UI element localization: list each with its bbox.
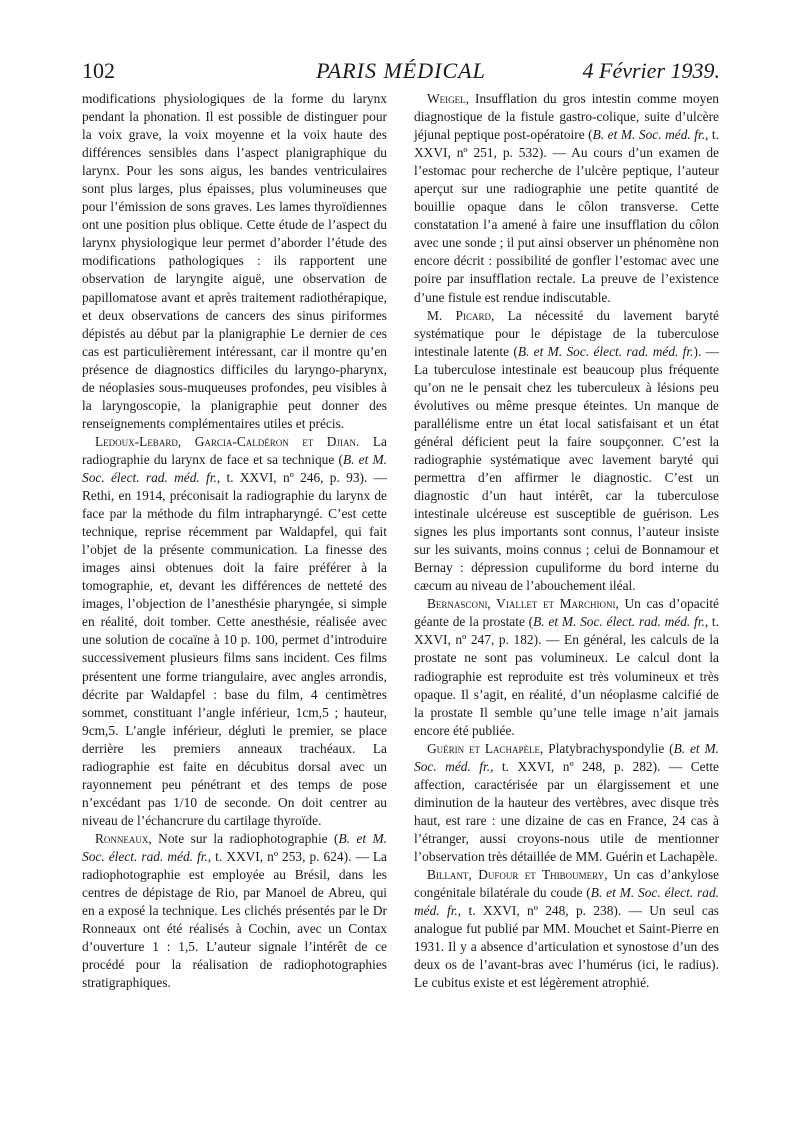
- issue-date: 4 Février 1939.: [582, 58, 720, 83]
- abstract-title: La radiographie du larynx de face et sa technique (: [82, 433, 387, 467]
- abstract-authors: M. Picard,: [427, 307, 495, 323]
- abstract-title: Un cas d’ankylose congénitale bilatérale du coude (: [414, 867, 719, 901]
- abstract-authors: Ronneaux,: [95, 830, 152, 846]
- abstract-authors: Bernasconi, Viallet et Marchioni,: [427, 596, 619, 612]
- left-column: [82, 90, 387, 992]
- abstract-platybrachyspondylia: [414, 740, 719, 866]
- abstract-authors: Billant, Dufour et Thiboumery,: [427, 867, 608, 883]
- abstract-prostate-opacity: [414, 595, 719, 739]
- abstract-title: Insufflation du gros intestin comme moyen diagnostique de la fistule gastro-colique, suite d’ulcère jéjunal peptique post-opératoire (: [414, 91, 719, 143]
- abstract-body: ). — La tuberculose intestinale est beaucoup plus fréquente qu’on ne le pensait chez les tuberculeux à lésions peu évolutives ou même presque éteintes. Un manque de parallélisme entre un état local satisfaisant et un état général déficient peut la faire soupçonner. C’est la radiographie systématique avec lavement baryté qui permettra d’en affirmer le diagnostic. C’est un diagnostic d’un haut intérêt, car la tuberculose intestinale ulcéreuse est susceptible de guérison. Les signes les plus importants sont connus, l’auteur insiste sur les suivants, moins connus ; celui de Bonnamour et Bernay : dépression cupuliforme du bord interne du cæcum au niveau de l’abouchement iléal.: [414, 343, 720, 594]
- right-column: [414, 90, 719, 992]
- abstract-reference: B. et M. Soc. élect. rad. méd. fr.: [517, 343, 694, 359]
- abstract-reference: B. et M. Soc. élect. rad. méd. fr.,: [82, 830, 387, 864]
- abstract-larynx-radiography: [82, 433, 387, 830]
- abstract-reference: B. et M. Soc. méd. fr.,: [592, 127, 709, 143]
- abstract-authors: Guérin et Lachapèle,: [427, 740, 544, 756]
- abstract-radiophotography: [82, 830, 387, 992]
- page-number: 102: [82, 58, 115, 83]
- abstract-title: La nécessité du lavement baryté systématique pour le dépistage de la tuberculose intestinale latente (: [414, 307, 719, 359]
- abstract-body: t. XXVI, nº 248, p. 238). — Un seul cas analogue fut publié par MM. Mouchet et Saint-Pierre en 1931. Il y a absence d’articulation et synostose d’un des deux os de l’avant-bras avec l’humérus (ici, le radius). Le cubitus existe et est légèrement atrophié.: [414, 903, 719, 991]
- abstract-body: t. XXVI, nº 247, p. 182). — En général, les calculs de la prostate ne sont pas volumineux. Le calcul dont la radiographie est reproduite est très volumineux et très opaque. Il s’agit, en réalité, d’un néoplasme calcifié de la prostate Il semble qu’une telle image n’ait jamais encore été publiée.: [414, 614, 719, 738]
- abstract-title: Platybrachyspondylie (: [543, 740, 674, 756]
- abstract-reference: B. et M. Soc. élect. rad. méd. fr.,: [82, 451, 388, 485]
- abstract-authors: Ledoux-Lebard, Garcia-Caldéron et Djian.: [95, 433, 360, 449]
- abstract-body: t. XXVI, nº 248, p. 282). — Cette affection, caractérisée par un élargissement et une diminution de la hauteur des vertèbres, avec disque très haut, est rare : une dizaine de cas en France, 24 cas à l’étranger, aussi croyons-nous utile de mentionner l’observation très détaillée de MM. Guérin et Lachapèle.: [414, 758, 719, 864]
- abstract-elbow-ankylosis: [414, 866, 719, 992]
- abstract-body: t. XXVI, nº 251, p. 532). — Au cours d’un examen de l’estomac pour recherche de l’ulcère peptique, l’auteur aperçut sur une radiographie une petite quantité de bouillie opaque dans le côlon transverse. Cette constatation l’a amené à faire une insufflation du côlon avec une sonde ; il put ainsi observer un phénomène non encore décrit : possibilité de gonfler l’estomac avec une poire par insufflation rectale. La preuve de l’existence d’une fistule est rendue indiscutable.: [414, 127, 719, 305]
- page-header: [82, 58, 720, 86]
- abstract-reference: B. et M. Soc. élect. rad. méd. fr.,: [414, 885, 719, 919]
- abstract-barium-enema: [414, 307, 719, 596]
- abstract-body: t. XXVI, nº 253, p. 624). — La radiophotographie est employée au Brésil, dans les centres de dépistage de Rio, par Manoel de Abreu, qui en a exposé la technique. Les clichés présentés par le Dr Ronneaux ont été réalisés à Cochin, avec un Contax d’ouverture 1 : 1,5. L’auteur signale l’intérêt de ce procédé pour la réalisation de radiophotographies stratigraphiques.: [82, 848, 387, 991]
- abstract-colon-insufflation: [414, 90, 719, 307]
- abstract-body: t. XXVI, nº 246, p. 93). — Rethi, en 1914, préconisait la radiographie du larynx de face par la méthode du film intrapharyngé. C’est cette technique, reprise récemment par Waldapfel, qui fait l’objet de la présente communication. La finesse des images ainsi obtenues doit la faire préférer à la tomographie, et, devant les différences de netteté des images, l’objection de l’anesthésie pharyngée, si simple en réalité, doit tomber. Cette anesthésie, réalisée avec une solution de cocaïne à 10 p. 100, permet d’introduire successivement plusieurs films sans incident. Ces films présentent une forme triangulaire, avec angles arrondis, décrite par Waldapfel : base du film, 4 centimètres sommet, constituant l’angle inférieur, 1cm,5 ; hauteur, 9cm,5. L’angle inférieur, dégluti le premier, se place derrière les premiers anneaux trachéaux. La radiographie est faite en décubitus dorsal avec un rayonnement peu pénétrant et des temps de pose n’excédant pas 1/10 de seconde. On doit centrer au niveau de l’échancrure du cartilage thyroïde.: [82, 469, 387, 828]
- abstract-title: Un cas d’opacité géante de la prostate (: [414, 596, 719, 630]
- abstract-title: Note sur la radiophotographie (: [151, 830, 339, 846]
- article-continuation: modifications physiologiques de la forme du larynx pendant la phonation. Il est possible de distinguer pour la voix grave, la voix moyenne et la voix haute des différences sensibles dans l’aspect planigraphique du larynx. Pour les sons aigus, les bandes ventriculaires sont plus larges, plus épaisses, plus volumineuses que pour l’émission de sons graves. Les lames thyroïdiennes ont une position plus oblique. Cette étude de l’aspect du larynx physiologique leur permet d’aborder l’étude des modifications pathologiques : ils rapportent une observation de laryngite aiguë, une observation de papillomatose avant et après traitement radiothérapique, et deux observations de cancers des sinus piriformes dépistés au début par la planigraphie Le dernier de ces cas est particulièrement intéressant, car il montre qu’en présence de diagnostics difficiles du laryngo-pharynx, de néoplasies sous-muqueuses profondes, peu visibles à la laryngoscopie, la planigraphie peut donner des renseignements complémentaires utiles et précis.: [82, 91, 387, 431]
- journal-title: PARIS MÉDICAL: [316, 58, 486, 83]
- abstract-reference: B. et M. Soc. méd. fr.,: [414, 740, 720, 774]
- abstract-authors: Weigel,: [427, 91, 469, 106]
- abstract-reference: B. et M. Soc. élect. rad. méd. fr.,: [533, 614, 709, 630]
